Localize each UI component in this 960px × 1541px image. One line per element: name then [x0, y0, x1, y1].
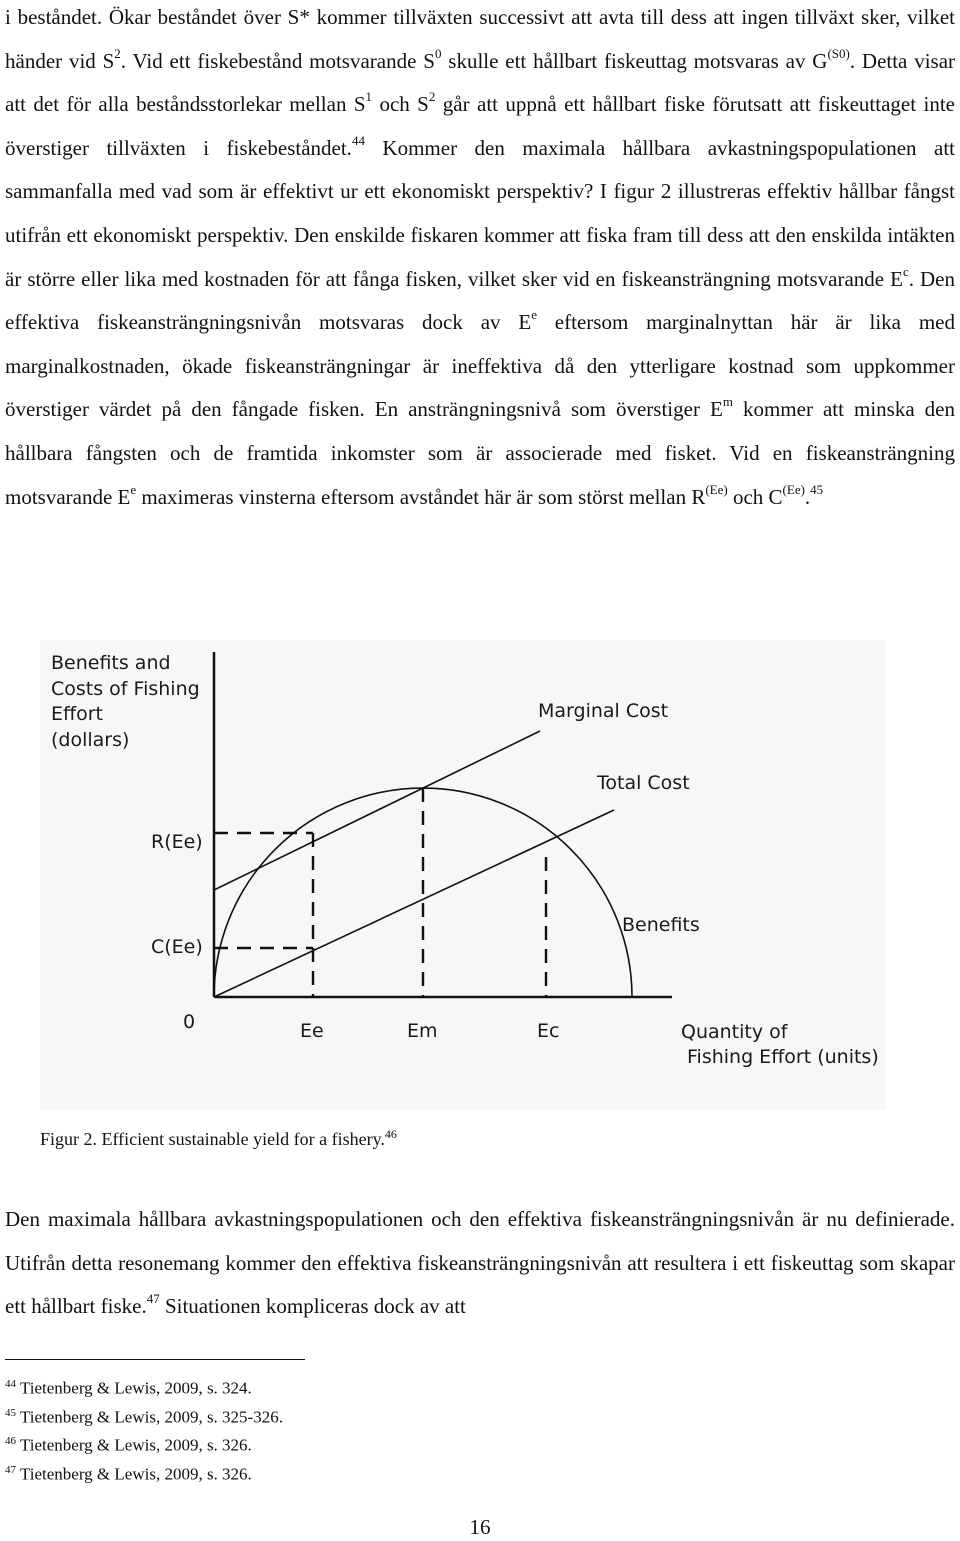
marginal-cost-line — [214, 731, 540, 890]
footnote-number: 46 — [5, 1435, 16, 1448]
footnote-separator — [5, 1359, 305, 1360]
x-axis-label-line: Quantity of — [681, 1021, 788, 1043]
footnote-number: 44 — [5, 1378, 16, 1390]
y-axis-label-line: Effort — [51, 703, 103, 725]
superscript: 45 — [810, 481, 824, 497]
superscript: (Ee) — [782, 481, 805, 497]
y-axis-label-line: Costs of Fishing — [51, 678, 200, 700]
y-tick-label: C(Ee) — [151, 936, 203, 958]
footnote — [5, 1401, 283, 1430]
y-tick-label: R(Ee) — [151, 831, 203, 853]
y-axis-label-line: (dollars) — [51, 729, 130, 751]
superscript: (Ee) — [705, 481, 728, 497]
page-number: 16 — [469, 1515, 491, 1539]
superscript: 0 — [434, 45, 442, 61]
footnote-number: 47 — [5, 1463, 16, 1476]
caption-footnote-ref: 46 — [384, 1127, 397, 1141]
superscript: 2 — [114, 45, 121, 61]
benefits-label: Benefits — [622, 914, 700, 936]
total-cost-label: Total Cost — [597, 772, 690, 794]
footnote-number: 45 — [5, 1406, 16, 1419]
footnote — [5, 1429, 283, 1458]
body-paragraph-2: Den maximala hållbara avkastningspopulationen och den effektiva fiskeansträngningsnivån är nu definierade. Utifrån detta resonemang kommer den effektiva fiskeansträngningsnivån att resultera i ett fiskeuttag som skapar ett hållbart fiske.$^{47}$ Situationen kompliceras dock av att — [5, 1207, 955, 1319]
footnote — [5, 1458, 283, 1487]
x-tick-label: Em — [407, 1020, 438, 1042]
marginal-cost-label: Marginal Cost — [538, 700, 669, 722]
footnotes — [5, 1372, 283, 1487]
superscript: 2 — [428, 89, 436, 105]
y-axis-label — [51, 652, 206, 751]
superscript: e — [130, 481, 137, 497]
x-tick-label: Ec — [537, 1020, 560, 1042]
superscript: 1 — [365, 89, 373, 105]
footnote-text: Tietenberg & Lewis, 2009, s. 326. — [19, 1435, 252, 1455]
superscript: 44 — [351, 132, 365, 148]
total-cost-line — [214, 810, 614, 997]
superscript: (S0) — [827, 45, 850, 61]
body-paragraph-1: i beståndet. Ökar beståndet över S* kommer tillväxten successivt att avta till dess att ingen tillväxt sker, vilket händer vid $S^2$. Vid ett fiskebestånd motsvarande $S^0$ skulle ett hållbart fiskeuttag motsvaras av $G^{(S0)}$. Detta visar att det för alla beståndsstorlekar mellan $S^1$ och $S^2$ går att uppnå ett hållbart fiske förutsatt att fiskeuttaget inte överstiger tillväxten i fiskebeståndet.$^{44}$ Kommer den maximala hållbara avkastningspopulationen att sammanfalla med vad som är effektivt ur ett ekonomiskt perspektiv? I figur 2 illustreras effektiv hållbar fångst utifrån ett ekonomiskt perspektiv. Den enskilde fiskaren kommer att fiska fram till dess att den enskilda intäkten är större eller lika med kostnaden för att fånga fisken, vilket sker vid en fiskeansträngning motsvarande $E^c$. Den effektiva fiskeansträngningsnivån motsvaras dock av $E^e$ eftersom marginalnyttan här är lika med marginalkostnaden, ökade fiskeansträngningar är ineffektiva då den ytterligare kostnad som uppkommer överstiger värdet på den fångade fisken. En ansträngningsnivå som överstiger $E^m$ kommer att minska den hållbara fångsten och de framtida inkomster som är associerade med fisket. Vid en fiskeansträngning motsvarande $E^e$ maximeras vinsterna eftersom avståndet här är som störst mellan $R^{(Ee)}$ och $C^{(Ee)}.^{45}$ — [5, 5, 956, 509]
superscript: m — [722, 394, 733, 410]
x-tick-label: Ee — [300, 1020, 324, 1042]
superscript: e — [531, 307, 537, 323]
superscript: 47 — [146, 1291, 160, 1307]
y-axis-label-line: Benefits and — [51, 652, 171, 674]
caption-text: Figur 2. Efficient sustainable yield for a fishery. — [40, 1129, 385, 1149]
x-tick-label: 0 — [183, 1011, 196, 1033]
footnote-text: Tietenberg & Lewis, 2009, s. 325-326. — [19, 1407, 283, 1427]
footnote-text: Tietenberg & Lewis, 2009, s. 326. — [19, 1464, 252, 1484]
efficient-yield-figure — [40, 640, 886, 1110]
superscript: c — [902, 263, 909, 279]
x-axis-label — [681, 1021, 879, 1068]
footnote — [5, 1372, 283, 1401]
x-axis-label-line: Fishing Effort (units) — [687, 1046, 879, 1068]
figure-caption — [40, 1127, 397, 1150]
footnote-text: Tietenberg & Lewis, 2009, s. 324. — [19, 1378, 252, 1398]
